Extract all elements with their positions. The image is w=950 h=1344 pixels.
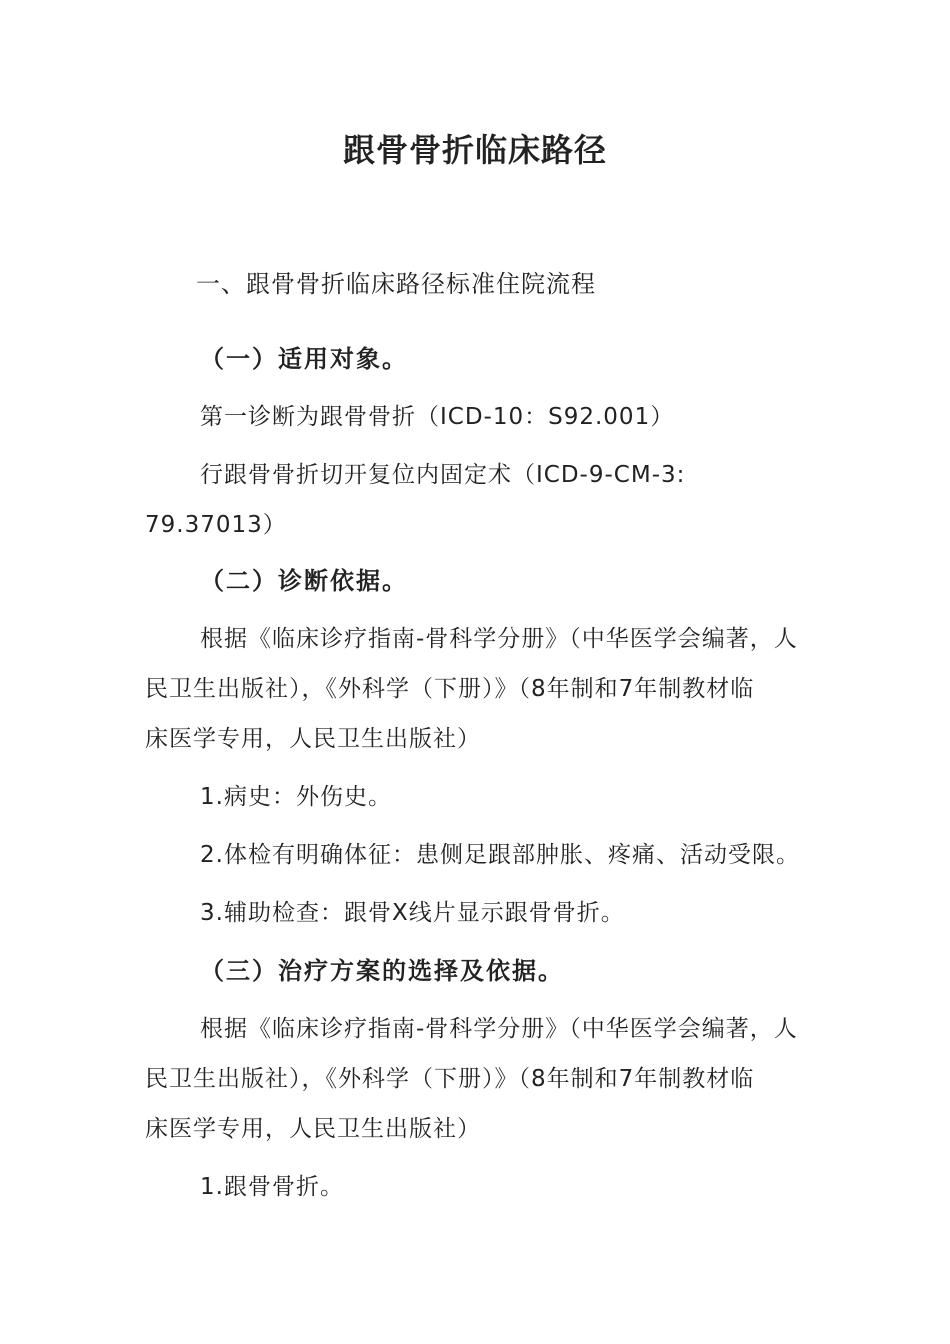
subsection-heading-applicable: （一）适用对象。 [200,345,408,373]
list-item: 1.病史：外伤史。 [200,784,392,810]
subsection-heading-treatment: （三）治疗方案的选择及依据。 [200,957,564,985]
section-heading: 一、跟骨骨折临床路径标准住院流程 [196,270,596,298]
paragraph-line: 根据《临床诊疗指南-骨科学分册》（中华医学会编著，人 [200,1016,798,1042]
paragraph-line: 根据《临床诊疗指南-骨科学分册》（中华医学会编著，人 [200,626,798,652]
list-item: 2.体检有明确体征：患侧足跟部肿胀、疼痛、活动受限。 [200,842,800,868]
paragraph-line: 79.37013） [145,512,287,538]
paragraph-line: 民卫生出版社），《外科学（下册）》（8年制和7年制教材临 [145,1066,755,1092]
paragraph-line: 民卫生出版社），《外科学（下册）》（8年制和7年制教材临 [145,676,755,702]
paragraph-line: 床医学专用，人民卫生出版社） [145,726,481,752]
paragraph-line: 床医学专用，人民卫生出版社） [145,1116,481,1142]
paragraph-line: 行跟骨骨折切开复位内固定术（ICD-9-CM-3: [200,462,686,488]
list-item: 1.跟骨骨折。 [200,1174,344,1200]
list-item: 3.辅助检查：跟骨X线片显示跟骨骨折。 [200,900,625,926]
subsection-heading-diagnosis: （二）诊断依据。 [200,567,408,595]
paragraph-line: 第一诊断为跟骨骨折（ICD-10：S92.001） [200,404,675,430]
document-title: 跟骨骨折临床路径 [342,131,607,169]
